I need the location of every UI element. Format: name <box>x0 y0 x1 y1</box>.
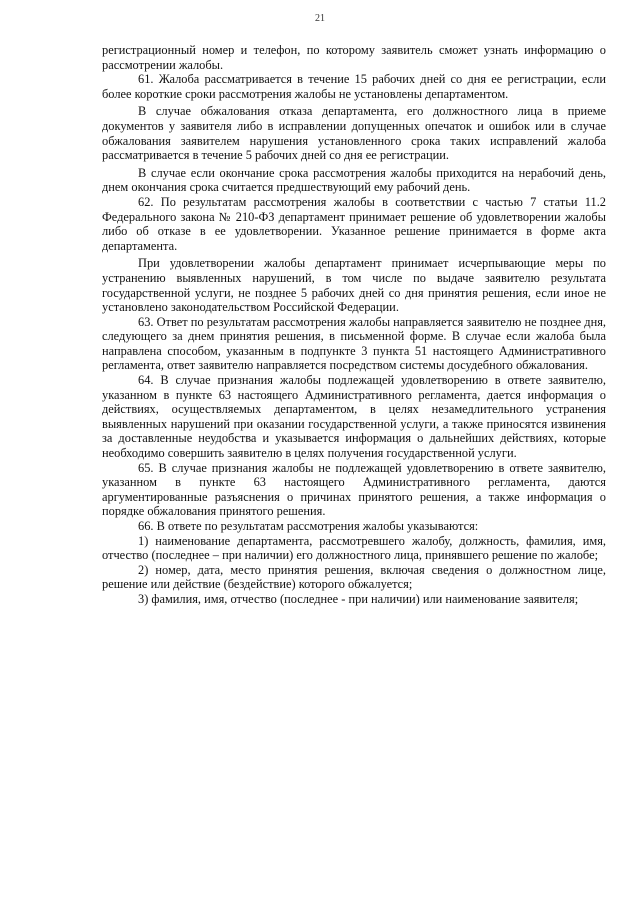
paragraph-continuation: регистрационный номер и телефон, по которому заявитель сможет узнать информацию о рассмотрении жалобы. <box>102 43 606 72</box>
paragraph-66: 66. В ответе по результатам рассмотрения жалобы указываются: <box>138 519 479 533</box>
paragraph-61: 61. Жалоба рассматривается в течение 15 рабочих дней со дня ее регистрации, если более короткие сроки рассмотрения жалобы не установлены департаментом. <box>102 72 606 101</box>
paragraph-65: 65. В случае признания жалобы не подлежащей удовлетворению в ответе заявителю, указанном в пункте 63 настоящего Административного регламента, даются аргументированные разъяснения о причинах принятого решения, а также информация о порядке обжалования принятого решения. <box>102 460 606 519</box>
paragraph-61-nonworking-day: В случае если окончание срока рассмотрения жалобы приходится на нерабочий день, днем окончания срока считается предшествующий ему рабочий день. <box>102 165 606 195</box>
paragraph-66-item-1: 1) наименование департамента, рассмотревшего жалобу, должность, фамилия, имя, отчество (последнее – при наличии) его должностного лица, принявшего решение по жалобе; <box>102 533 606 563</box>
paragraph-61-refusal: В случае обжалования отказа департамента, его должностного лица в приеме документов у заявителя либо в исправлении допущенных опечаток и ошибок или в случае обжалования заявителем нарушения установленного срока таких исправлений жалоба рассматривается в течение 5 рабочих дней со дня ее регистрации. <box>102 104 606 163</box>
paragraph-62-satisfaction: При удовлетворении жалобы департамент принимает исчерпывающие меры по устранению выявленных нарушений, в том числе по выдаче заявителю результата государственной услуги, не позднее 5 рабочих дней со дня принятия решения, если иное не установлено законодательством Российской Федерации. <box>102 256 606 315</box>
paragraph-66-item-3: 3) фамилия, имя, отчество (последнее - при наличии) или наименование заявителя; <box>138 591 579 606</box>
paragraph-62: 62. По результатам рассмотрения жалобы в соответствии с частью 7 статьи 11.2 Федерального закона № 210-ФЗ департамент принимает решение об удовлетворении жалобы либо об отказе в ее удовлетворении. Указанное решение принимается в форме акта департамента. <box>102 194 606 253</box>
document-body <box>102 43 606 607</box>
paragraph-66-item-2: 2) номер, дата, место принятия решения, включая сведения о должностном лице, решение или действие (бездействие) которого обжалуется; <box>102 562 606 592</box>
paragraph-64: 64. В случае признания жалобы подлежащей удовлетворению в ответе заявителю, указанном в пункте 63 настоящего Административного регламента, дается информация о действиях, осуществляемых департаментом, в целях незамедлительного устранения выявленных нарушений при оказании государственной услуги, а также приносятся извинения за доставленные неудобства и указывается информация о дальнейших действиях, которые необходимо совершить заявителю в целях получения государственной услуги. <box>102 373 606 461</box>
page-number: 21 <box>315 13 325 24</box>
paragraph-63: 63. Ответ по результатам рассмотрения жалобы направляется заявителю не позднее дня, следующего за днем принятия решения, в письменной форме. В случае если жалоба была направлена способом, указанным в подпункте 3 пункта 51 настоящего Административного регламента, ответ заявителю направляется посредством системы досудебного обжалования. <box>102 314 606 373</box>
